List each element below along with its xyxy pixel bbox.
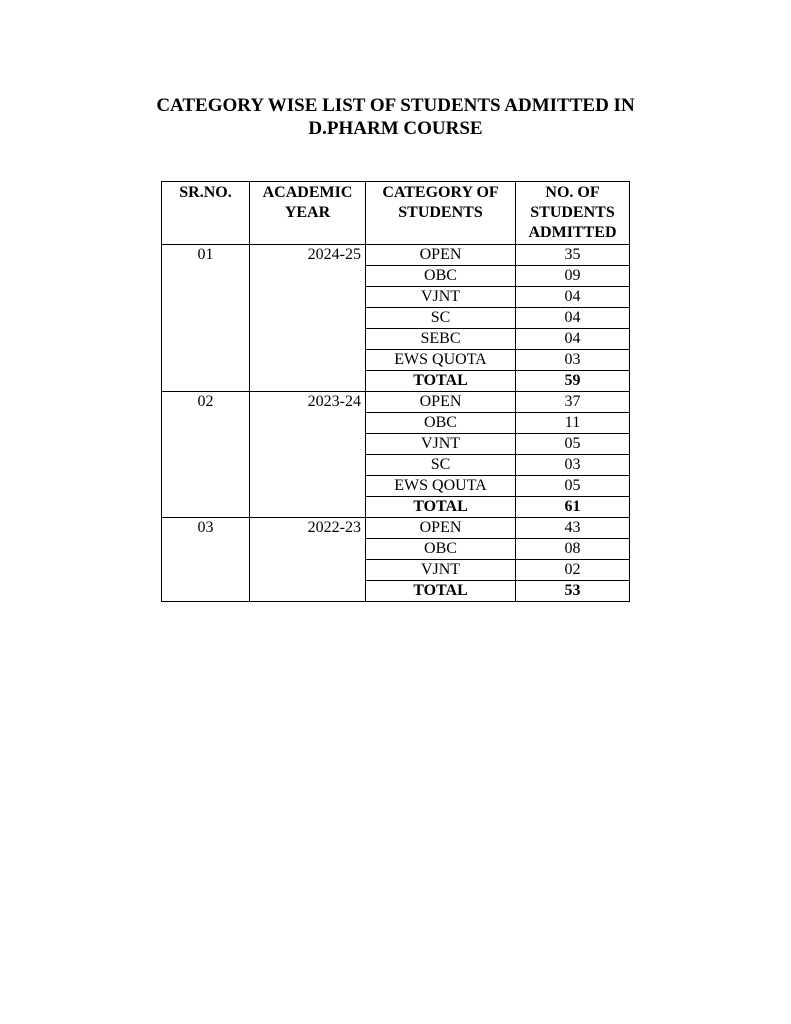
count-cell: 04: [516, 329, 630, 350]
category-cell: VJNT: [366, 434, 516, 455]
academic-year-cell: 2023-24: [250, 392, 366, 518]
count-cell: 08: [516, 539, 630, 560]
count-cell: 09: [516, 266, 630, 287]
count-cell: 05: [516, 476, 630, 497]
header-count-line-1: NO. OF: [545, 184, 600, 201]
count-cell: 43: [516, 518, 630, 539]
category-cell: EWS QOUTA: [366, 476, 516, 497]
sr-no-cell: 03: [162, 518, 250, 602]
category-cell: OPEN: [366, 245, 516, 266]
total-count-cell: 53: [516, 581, 630, 602]
category-cell: SC: [366, 308, 516, 329]
total-label-cell: TOTAL: [366, 371, 516, 392]
count-cell: 03: [516, 455, 630, 476]
count-cell: 04: [516, 287, 630, 308]
total-label-cell: TOTAL: [366, 581, 516, 602]
header-row: [162, 182, 630, 245]
category-cell: VJNT: [366, 560, 516, 581]
academic-year-cell: 2024-25: [250, 245, 366, 392]
count-cell: 37: [516, 392, 630, 413]
category-cell: OBC: [366, 413, 516, 434]
count-cell: 02: [516, 560, 630, 581]
document-title: [0, 94, 791, 140]
header-academic-year-line-2: YEAR: [284, 204, 331, 221]
category-cell: OPEN: [366, 392, 516, 413]
header-sr-no: [162, 182, 250, 245]
total-label-cell: TOTAL: [366, 497, 516, 518]
total-count-cell: 61: [516, 497, 630, 518]
sr-no-cell: 01: [162, 245, 250, 392]
category-cell: OPEN: [366, 518, 516, 539]
header-category-line-2: STUDENTS: [398, 204, 483, 221]
count-cell: 11: [516, 413, 630, 434]
sr-no-cell: 02: [162, 392, 250, 518]
table-row: [162, 392, 630, 413]
admissions-table: [161, 181, 630, 602]
title-line-1: CATEGORY WISE LIST OF STUDENTS ADMITTED IN: [156, 95, 635, 116]
category-cell: SEBC: [366, 329, 516, 350]
header-category: [366, 182, 516, 245]
header-count-line-3: ADMITTED: [528, 224, 617, 241]
count-cell: 03: [516, 350, 630, 371]
header-academic-year: [250, 182, 366, 245]
count-cell: 04: [516, 308, 630, 329]
table-header: [162, 182, 630, 245]
table-row: [162, 245, 630, 266]
title-line-2: D.PHARM COURSE: [308, 118, 483, 139]
header-sr-no-text: SR.NO.: [179, 184, 232, 201]
total-count-cell: 59: [516, 371, 630, 392]
header-students-admitted: [516, 182, 630, 245]
category-cell: SC: [366, 455, 516, 476]
header-count-line-2: STUDENTS: [530, 204, 615, 221]
table-row: [162, 518, 630, 539]
category-cell: VJNT: [366, 287, 516, 308]
academic-year-cell: 2022-23: [250, 518, 366, 602]
count-cell: 35: [516, 245, 630, 266]
table-body: [162, 245, 630, 602]
header-category-line-1: CATEGORY OF: [382, 184, 499, 201]
category-cell: EWS QUOTA: [366, 350, 516, 371]
category-cell: OBC: [366, 266, 516, 287]
header-academic-year-line-1: ACADEMIC: [262, 184, 353, 201]
category-cell: OBC: [366, 539, 516, 560]
count-cell: 05: [516, 434, 630, 455]
